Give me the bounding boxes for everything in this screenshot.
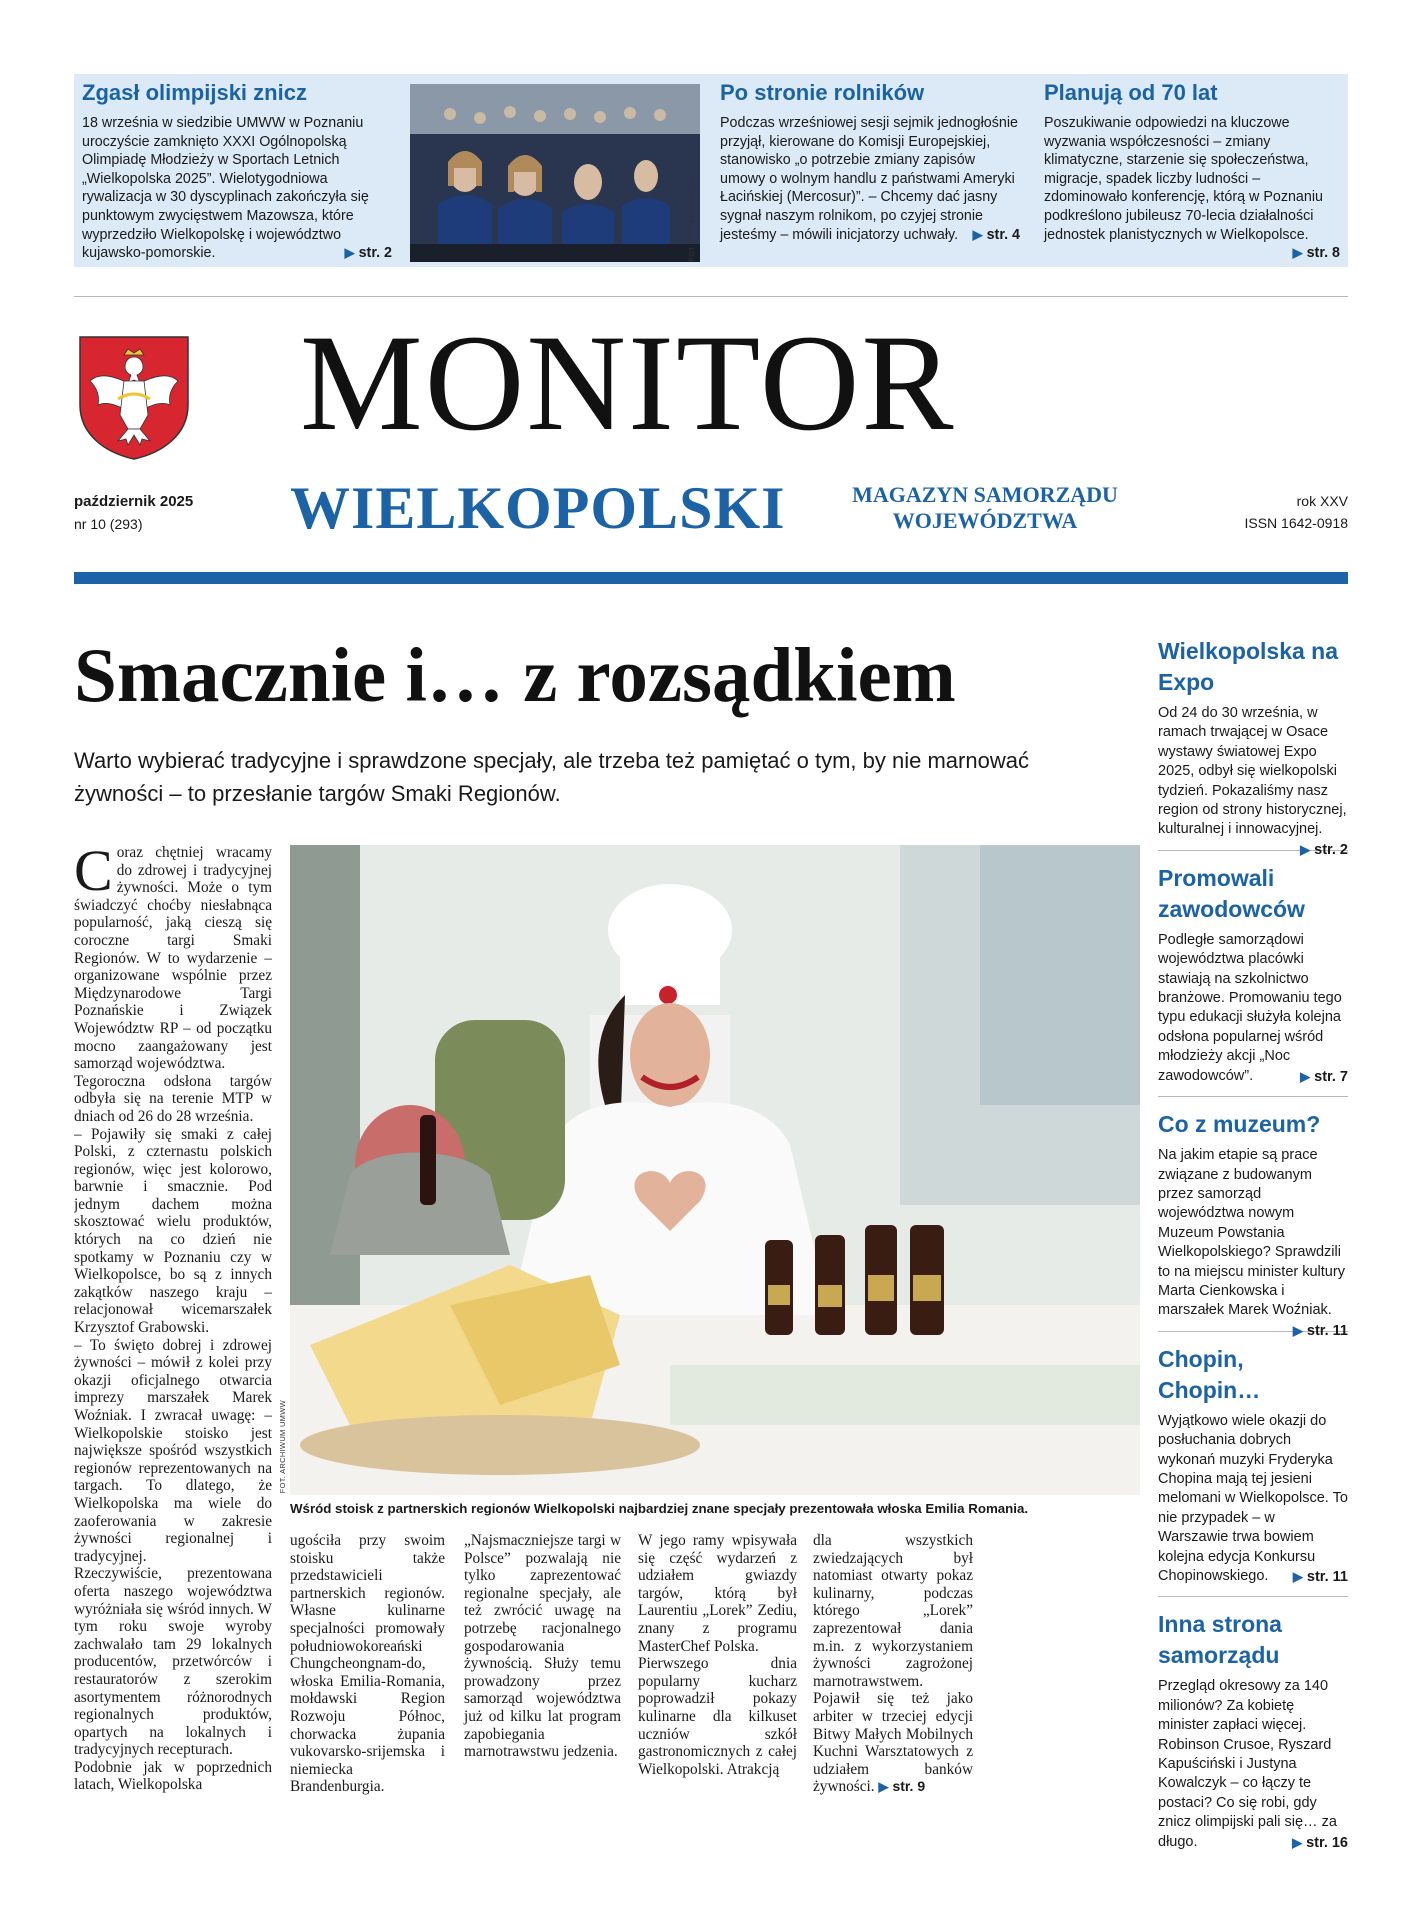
divider [1158, 1096, 1348, 1097]
teaser-2[interactable] [720, 74, 1020, 244]
arrow-right-icon: ▶ [1292, 245, 1303, 261]
issue-date: październik 2025 [74, 493, 194, 510]
arrow-right-icon: ▶ [1300, 1068, 1311, 1084]
sidebar-item-chopin[interactable] [1158, 1344, 1348, 1587]
article-column-4: W jego ramy wpisywała się część wydarzeń z udziałem gwiazdy targów, którą był Laurentiu „Lorek” Zediu, znany z programu MasterChef Polska. Pierwszego dnia popularny kucharz poprowadził pokazy kulinarne dla kilkuset uczniów szkół gastronomicznych z całej Wielkopolski. Atrakcją [638, 1532, 797, 1778]
sidebar-item-title: Wielkopolska na Expo [1158, 638, 1339, 695]
sidebar-item-title: Co z muzeum? [1158, 1111, 1321, 1138]
sidebar-item-text: Przegląd okresowy za 140 milionów? Za kobietę minister zapłaci więcej. Robinson Crusoe, Ryszard Kapuściński i Justyna Kowalczyk – co łączy te postaci? Co się robi, gdy znicz olimpijski pali się… za długo. ▶ str. 16 [1158, 1677, 1348, 1852]
page-ref[interactable]: ▶ str. 8 [1292, 245, 1340, 262]
page-ref[interactable]: ▶ str. 4 [972, 226, 1020, 243]
arrow-right-icon: ▶ [1292, 1834, 1303, 1850]
arrow-right-icon: ▶ [344, 245, 355, 261]
issue-issn: ISSN 1642-0918 [1244, 515, 1348, 531]
teaser-photo [410, 84, 700, 262]
teaser-text: 18 września w siedzibie UMWW w Poznaniu uroczyście zamknięto XXXI Ogólnopolską Olimpiadę Młodzieży w Sportach Letnich „Wielkopolska 2025”. Wielotygodniowa rywalizacja w 30 dyscyplinach zakończyła się punktowym zwycięstwem Mazowsza, które wyprzedziło Wielkopolskę i województwo kujawsko-pomorskie. ▶ str. 2 [82, 115, 392, 262]
photo-caption: Wśród stoisk z partnerskich regionów Wielkopolski najbardziej znane specjały prezentowała włoska Emilia Romania. [290, 1501, 1029, 1516]
column-text: dla wszystkich zwiedzających był natomiast otwarty pokaz kulinarny, podczas którego „Lorek” zaprezentował dania m.in. z wykorzystaniem żywności zagrożonej marnotrawstwem. Pojawił się też jako arbiter w trzeciej edycji Bitwy Małych Mobilnych Kuchni Warsztatowych z udziałem banków żywności. [813, 1532, 973, 1796]
divider [74, 296, 1348, 297]
column-text: oraz chętniej wracamy do zdrowej i tradycyjnej żywności. Może o tym świadczyć choćby niesłabnąca popularność, jaką cieszą się coroczne targi Smaki Regionów. W to wydarzenie – organizowane wspólnie przez Międzynarodowe Targi Poznańskie i Związek Województw RP – od początku mocno zaangażowany jest samorząd województwa. Tegoroczna odsłona targów odbyła się na terenie MTP w dniach od 26 do 28 września. – Pojawiły się smaki z całej Polski, z czternastu polskich regionów, więc jest kolorowo, barwnie i smacznie. Pod jednym dachem można skosztować wielu produktów, których na co dzień nie spotkamy w Poznaniu czy w Wielkopolsce, bo są z innych zakątków naszego kraju – relacjonował wicemarszałek Krzysztof Grabowski. – To święto dobrej i zdrowej żywności – mówił z kolei przy okazji oficjalnego otwarcia imprezy marszałek Marek Woźniak. I zwracał uwagę: – Wielkopolskie stoisko jest największe spośród wszystkich regionów reprezentowanych na targach. To dlatego, że Wielkopolska ma wiele do zaoferowania w zakresie żywności regionalnej i tradycyjnej. Rzeczywiście, prezentowana oferta naszego województwa wyróżniała się wśród innych. W tym roku swoje wyroby zachwalało tam 29 lokalnych producentów, przetwórców i restauratorów z szerokim asortymentem różnorodnych regionalnych produktów, opartych na lokalnych i tradycyjnych recepturach. Podobnie jak w poprzednich latach, Wielkopolska [74, 844, 272, 1794]
article-column-3: „Najsmaczniejsze targi w Polsce” pozwalają nie tylko zaprezentować regionalne specjały, ale też zwrócić uwagę na potrzebę racjonalnego gospodarowania żywnością. Służy temu prowadzony przez samorząd województwa już od kilku lat program zapobiegania marnotrawstwu jedzenia. [464, 1532, 621, 1761]
sidebar-item-text: Na jakim etapie są prace związane z budowanym przez samorząd województwa nowym Muzeum Powstania Wielkopolskiego? Sprawdzili to na miejscu minister kultury Marta Cienkowska i marszałek Marek Woźniak. ▶ str. 11 [1158, 1146, 1348, 1321]
article-headline: Smacznie i… z rozsądkiem [74, 632, 956, 718]
sidebar-item-expo[interactable] [1158, 636, 1348, 858]
issue-number: nr 10 (293) [74, 516, 143, 532]
teaser-1[interactable] [82, 74, 392, 263]
tagline-line-2: WOJEWÓDZTWA [892, 508, 1078, 533]
arrow-right-icon: ▶ [972, 226, 983, 242]
masthead-tagline [830, 482, 1140, 534]
chef-photo [290, 845, 1140, 1495]
photo-credit: FOT. ARCHIWUM UMWW [278, 1400, 287, 1494]
tagline-line-1: MAGAZYN SAMORZĄDU [852, 482, 1118, 507]
arrow-right-icon: ▶ [878, 1779, 889, 1795]
sidebar [1158, 636, 1348, 1853]
teaser-text: Poszukiwanie odpowiedzi na kluczowe wyzwania współczesności – zmiany klimatyczne, starzenie się społeczeństwa, migracje, spadek liczby ludności – zdominowało konferencję, którą w Poznaniu podkreślono jubileusz 70-lecia działalności jednostek planistycznych w Wielkopolsce. ▶ str. 8 [1044, 115, 1340, 262]
sidebar-item-inna-strona[interactable] [1158, 1609, 1348, 1852]
arrow-right-icon: ▶ [1292, 1322, 1303, 1338]
coat-of-arms-icon [78, 335, 190, 461]
sidebar-item-muzeum[interactable] [1158, 1109, 1348, 1339]
article-lede: Warto wybierać tradycyjne i sprawdzone specjały, ale trzeba też pamiętać o tym, by nie marnować żywności – to przesłanie targów Smaki Regionów. [74, 748, 1029, 806]
issue-info [74, 490, 193, 535]
teaser-title: Po stronie rolników [720, 80, 925, 105]
sidebar-item-text: Od 24 do 30 września, w ramach trwającej w Osace wystawy światowej Expo 2025, odbył się wielkopolski tydzień. Pokazaliśmy nasz region od strony historycznej, kulturalnej i innowacyjnej. ▶ str. 2 [1158, 704, 1348, 840]
article-column-5 [813, 1532, 973, 1796]
masthead-subtitle: WIELKOPOLSKI [290, 475, 786, 541]
page-ref[interactable]: ▶ str. 11 [1292, 1569, 1348, 1585]
article-column-1 [74, 844, 272, 1864]
issue-year: rok XXV [1296, 493, 1348, 509]
sidebar-item-text: Wyjątkowo wiele okazji do posłuchania dobrych wykonań muzyki Fryderyka Chopina mają tej jesieni melomani w Wielkopolsce. To nie przypadek – w Warszawie trwa bowiem kolejna edycja Konkursu Chopinowskiego. ▶ str. 11 [1158, 1412, 1348, 1587]
drop-cap: C [74, 844, 113, 903]
sidebar-item-title: Promowali zawodowców [1158, 864, 1305, 922]
divider [1158, 1596, 1348, 1597]
teaser-title: Zgasł olimpijski znicz [82, 80, 307, 105]
page-ref[interactable]: ▶ str. 2 [1300, 841, 1348, 858]
article-column-2: ugościła przy swoim stoisku także przedstawicieli partnerskich regionów. Własne kulinarne specjalności promowały południowokoreański Chungcheongnam-do, włoska Emilia-Romania, mołdawski Region Rozwoju Północ, chorwacka żupania vukovarsko-srijemska i niemiecka Brandenburgia. [290, 1532, 445, 1796]
main-photo [290, 845, 1140, 1495]
page-ref[interactable]: ▶ str. 11 [1292, 1322, 1348, 1339]
sidebar-item-zawodowcy[interactable] [1158, 863, 1348, 1086]
teaser-3[interactable] [1044, 74, 1340, 263]
sidebar-item-text: Podległe samorządowi województwa placówki stawiają na szkolnictwo branżowe. Promowaniu tego typu edukacji służyła kolejna odsłona popularnej wśród młodzieży akcji „Noc zawodowców”. ▶ str. 7 [1158, 931, 1348, 1086]
sidebar-item-title: Chopin, Chopin… [1158, 1345, 1261, 1403]
page-ref[interactable]: ▶ str. 7 [1300, 1068, 1348, 1085]
audience-photo [410, 84, 700, 262]
sidebar-item-title: Inna strona samorządu [1158, 1611, 1282, 1669]
teaser-title: Planują od 70 lat [1044, 80, 1218, 105]
masthead-title: MONITOR [300, 306, 956, 459]
masthead-bar [74, 572, 1348, 584]
teaser-text: Podczas wrześniowej sesji sejmik jednogłośnie przyjął, kierowane do Komisji Europejskiej, stanowisko „o potrzebie zmiany zapisów umowy o wolnym handlu z państwami Ameryki Łacińskiej (Mercosur)”. – Chcemy dać jasny sygnał naszym rolnikom, po czyjej stronie jesteśmy – mówili inicjatorzy uchwały. ▶ str. 4 [720, 115, 1020, 243]
page-ref[interactable]: ▶ str. 9 [878, 1778, 926, 1795]
page-ref[interactable]: ▶ str. 16 [1292, 1834, 1348, 1851]
arrow-right-icon: ▶ [1292, 1569, 1303, 1584]
photo-credit: FOT. PIOTR RATAJCZAK [689, 175, 696, 262]
page-ref[interactable]: ▶ str. 2 [344, 245, 392, 262]
arrow-right-icon: ▶ [1300, 841, 1311, 857]
issue-meta [1244, 490, 1348, 534]
